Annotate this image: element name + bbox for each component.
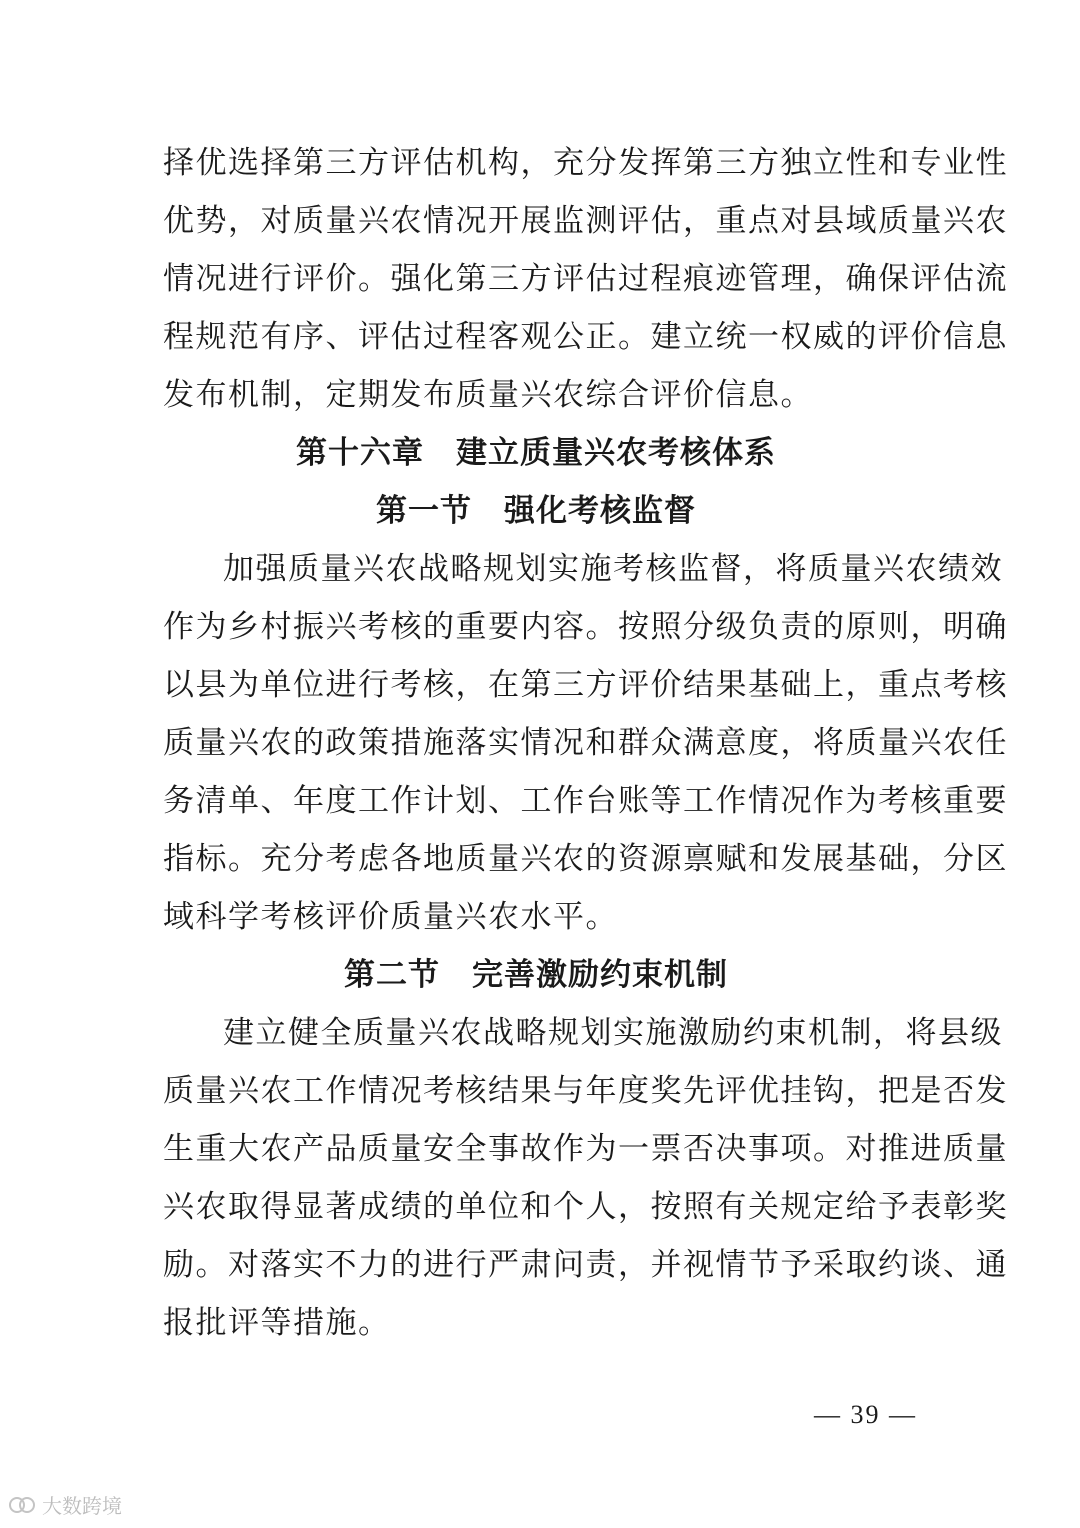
text-line: 择优选择第三方评估机构，充分发挥第三方独立性和专业性 <box>163 145 1008 181</box>
paragraph-1 <box>163 134 1008 424</box>
section-2-paragraph <box>163 1004 1008 1352</box>
section-1-heading: 第一节 强化考核监督 <box>376 493 696 529</box>
page-number: — 39 — <box>814 1400 917 1429</box>
text-line: 质量兴农的政策措施落实情况和群众满意度，将质量兴农任 <box>163 725 1008 761</box>
section-1-paragraph <box>163 540 1008 946</box>
text-line: 兴农取得显著成绩的单位和个人，按照有关规定给予表彰奖 <box>163 1189 1008 1225</box>
text-line: 优势，对质量兴农情况开展监测评估，重点对县域质量兴农 <box>163 203 1008 239</box>
section-2-heading: 第二节 完善激励约束机制 <box>344 957 728 993</box>
text-line: 情况进行评价。强化第三方评估过程痕迹管理，确保评估流 <box>163 261 1008 297</box>
text-line: 指标。充分考虑各地质量兴农的资源禀赋和发展基础，分区 <box>163 841 1008 877</box>
text-line: 生重大农产品质量安全事故作为一票否决事项。对推进质量 <box>163 1131 1008 1167</box>
watermark-text: 大数跨境 <box>42 1494 122 1518</box>
text-line: 程规范有序、评估过程客观公正。建立统一权威的评价信息 <box>163 319 1008 355</box>
text-line: 加强质量兴农战略规划实施考核监督，将质量兴农绩效 <box>223 551 1003 587</box>
text-line: 质量兴农工作情况考核结果与年度奖先评优挂钩，把是否发 <box>163 1073 1008 1109</box>
text-line: 报批评等措施。 <box>163 1305 391 1341</box>
text-line: 域科学考核评价质量兴农水平。 <box>163 899 618 935</box>
brand-logo-icon <box>8 1493 36 1517</box>
text-line: 务清单、年度工作计划、工作台账等工作情况作为考核重要 <box>163 783 1008 819</box>
watermark <box>8 1490 122 1519</box>
text-line: 作为乡村振兴考核的重要内容。按照分级负责的原则，明确 <box>163 609 1008 645</box>
text-line: 以县为单位进行考核，在第三方评价结果基础上，重点考核 <box>163 667 1008 703</box>
document-body <box>163 134 1008 1352</box>
text-line: 励。对落实不力的进行严肃问责，并视情节予采取约谈、通 <box>163 1247 1008 1283</box>
chapter-heading: 第十六章 建立质量兴农考核体系 <box>296 435 776 471</box>
text-line: 建立健全质量兴农战略规划实施激励约束机制，将县级 <box>223 1015 1003 1051</box>
text-line: 发布机制，定期发布质量兴农综合评价信息。 <box>163 377 813 413</box>
